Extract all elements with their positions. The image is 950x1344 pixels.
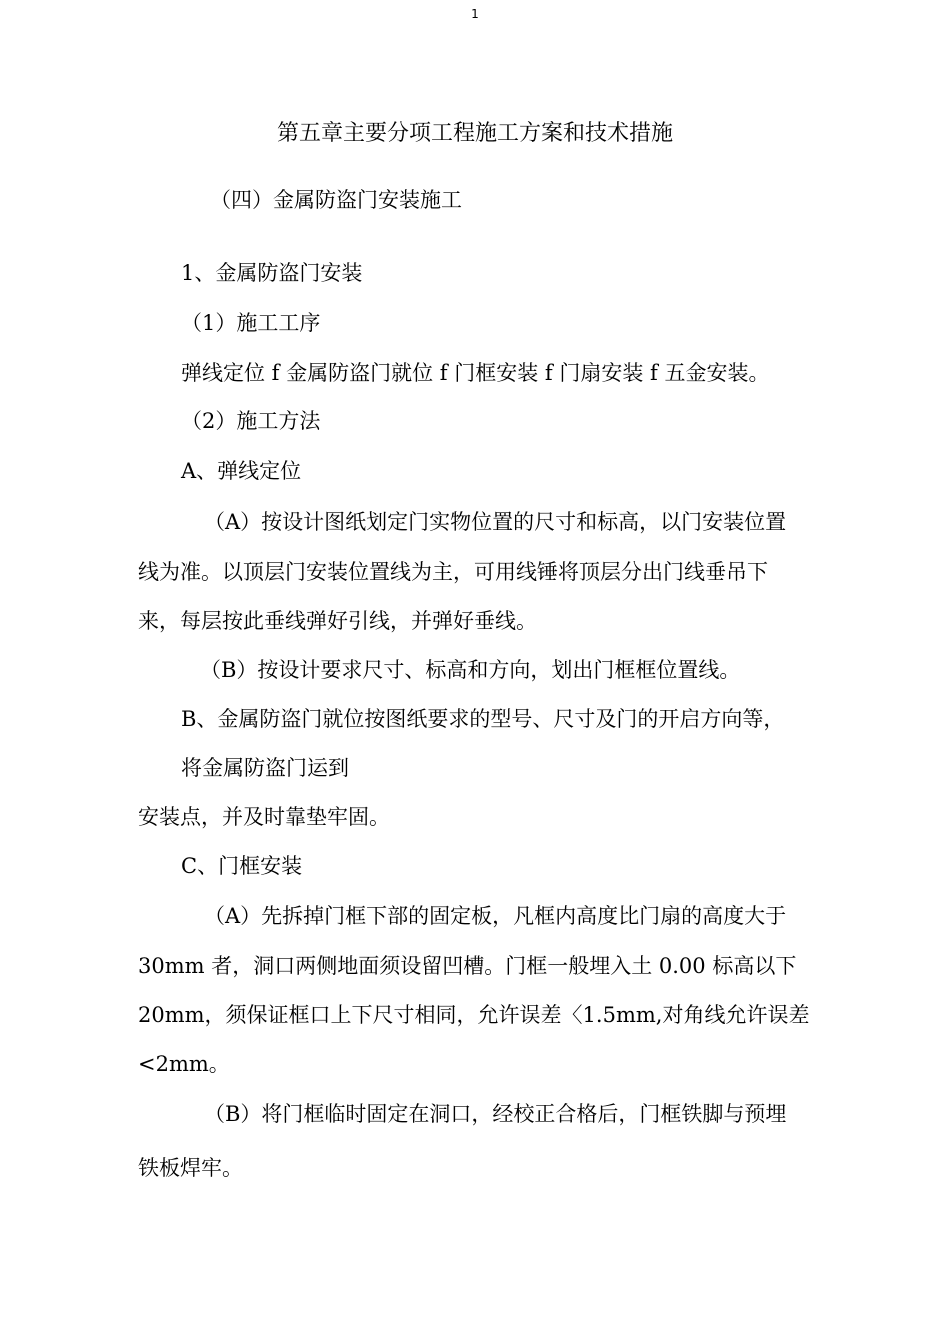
paragraph-line: （B）将门框临时固定在洞口，经校正合格后，门框铁脚与预埋 [204,1102,787,1126]
paragraph-line: 线为准。以顶层门安装位置线为主，可用线锤将顶层分出门线垂吊下 [138,560,768,584]
paragraph-line: （A）先拆掉门框下部的固定板，凡框内高度比门扇的高度大于 [204,904,787,928]
sub-item-heading: A、弹线定位 [181,459,302,483]
paragraph-line: 安装点，并及时靠垫牢固。 [138,805,390,829]
chapter-title: 第五章主要分项工程施工方案和技术措施 [276,121,673,146]
sub-item-heading: C、门框安装 [181,854,303,878]
subsection-heading: 1、金属防盗门安装 [181,261,363,285]
section-heading: （四）金属防盗门安装施工 [210,188,462,212]
item-heading: （1）施工工序 [181,311,321,335]
paragraph-line: 弹线定位 f 金属防盗门就位 f 门框安装 f 门扇安装 f 五金安装。 [181,361,770,385]
paragraph-line: <2mm。 [138,1052,230,1076]
page-number: 1 [471,7,479,21]
paragraph-line: （A）按设计图纸划定门实物位置的尺寸和标高，以门安装位置 [204,510,787,534]
paragraph-line: 30mm 者，洞口两侧地面须设留凹槽。门框一般埋入土 0.00 标高以下 [138,954,797,978]
paragraph-line: 铁板焊牢。 [138,1156,243,1180]
paragraph-line: （B）按设计要求尺寸、标高和方向，划出门框框位置线。 [200,658,741,682]
paragraph-line: 将金属防盗门运到 [181,756,349,780]
paragraph-line: 20mm，须保证框口上下尺寸相同，允许误差〈1.5mm,对角线允许误差 [138,1003,810,1027]
item-heading: （2）施工方法 [181,409,321,433]
paragraph-line: B、金属防盗门就位按图纸要求的型号、尺寸及门的开启方向等， [181,707,785,731]
paragraph-line: 来，每层按此垂线弹好引线，并弹好垂线。 [138,609,537,633]
